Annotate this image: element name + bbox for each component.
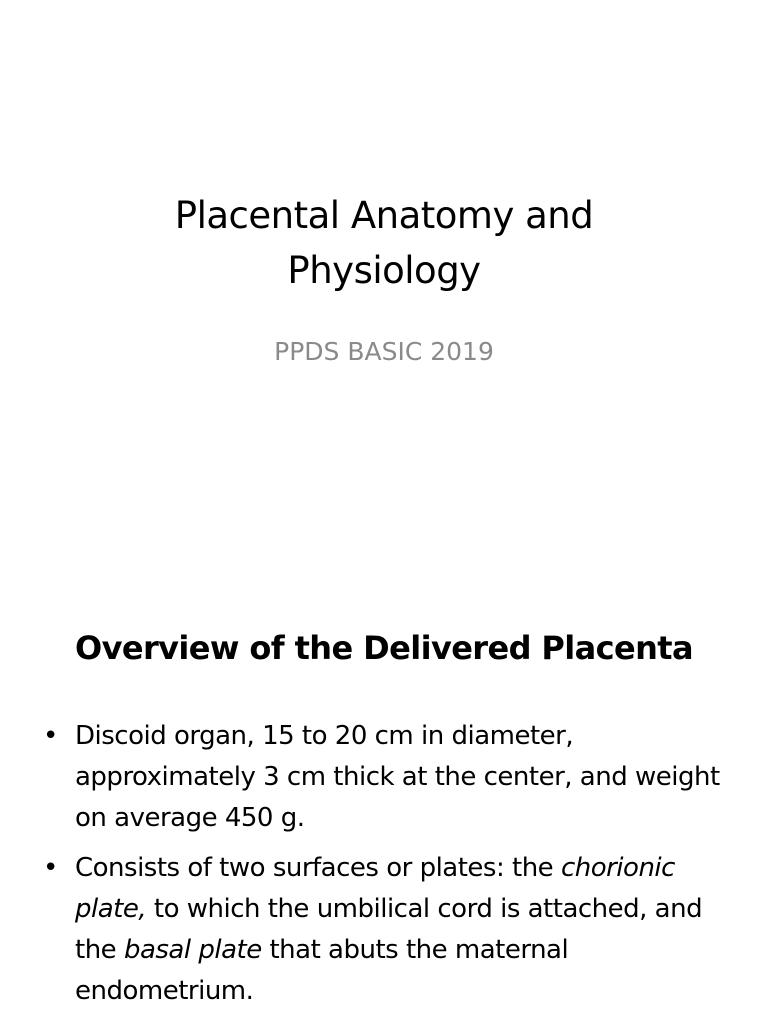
bullet-text-part: that abuts the maternal endometrium.: [75, 935, 569, 1006]
bullet-item-discoid-organ: [40, 716, 730, 839]
presentation-subtitle: PPDS BASIC 2019: [274, 337, 494, 366]
basal-plate-term: basal plate: [123, 935, 262, 965]
bullet-marker: •: [43, 721, 58, 751]
bullet-text: Discoid organ, 15 to 20 cm in diameter, approximately 3 cm thick at the center, and weight on average 450 g.: [75, 721, 720, 833]
content-slide: [0, 512, 768, 1024]
bullet-text-part: to which the umbilical cord is attached, and the: [75, 894, 703, 965]
chorionic-plate-term: chorionic plate,: [75, 853, 675, 924]
bullet-text-part: Consists of two surfaces or plates: the: [75, 853, 561, 883]
presentation-title: Placental Anatomy and Physiology: [174, 194, 594, 292]
bullet-marker: •: [43, 853, 58, 883]
bullet-item-two-plates: [40, 848, 730, 1012]
bullet-list: [40, 716, 730, 1021]
slide-title: Overview of the Delivered Placenta: [74, 629, 693, 667]
